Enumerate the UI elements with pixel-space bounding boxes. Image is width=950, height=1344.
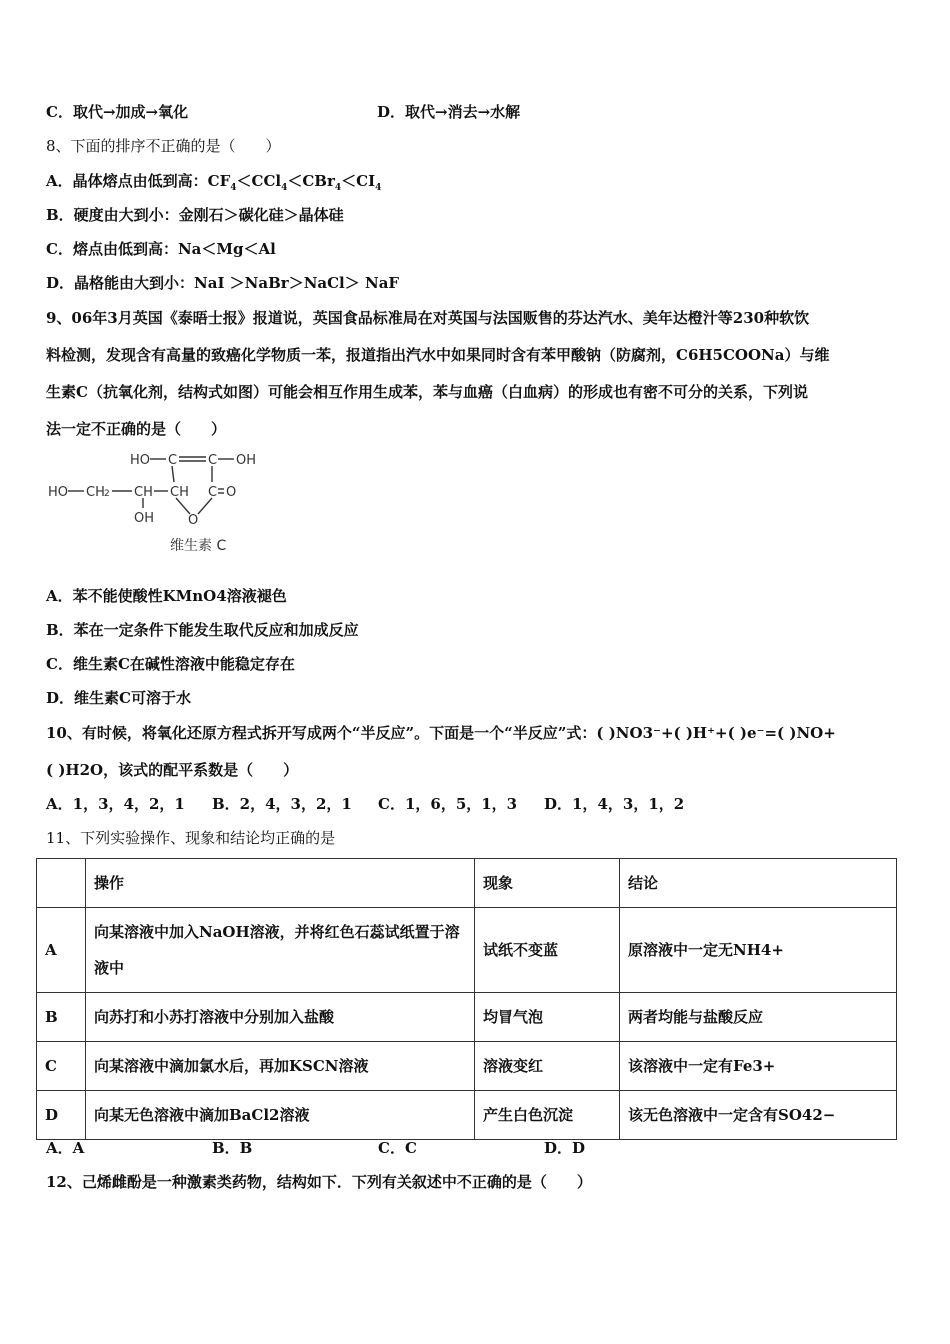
svg-text:C: C (168, 453, 178, 468)
vitamin-c-structure-figure (46, 446, 276, 561)
q10-option-a: A．1，3，4，2，1 (46, 795, 185, 813)
q8-option-d: D．晶格能由大到小：NaI ＞NaBr＞NaCl＞ NaF (46, 274, 400, 292)
svg-text:HO: HO (130, 453, 151, 468)
phenomenon-cell: 产生白色沉淀 (475, 1091, 620, 1140)
operation-cell: 向某溶液中加入NaOH溶液，并将红色石蕊试纸置于溶液中 (86, 908, 475, 993)
row-label: B (37, 993, 86, 1042)
q9-stem-line4: 法一定不正确的是（ ） (46, 420, 227, 438)
row-label: C (37, 1042, 86, 1091)
svg-text:O: O (226, 485, 237, 500)
operation-cell: 向某溶液中滴加氯水后，再加KSCN溶液 (86, 1042, 475, 1091)
q10-option-b: B．2，4，3，2，1 (212, 795, 352, 813)
q11-option-a: A．A (46, 1139, 85, 1157)
table-row (37, 1091, 897, 1140)
svg-text:CH: CH (170, 485, 189, 500)
svg-text:O: O (188, 513, 199, 528)
q9-option-a-text: A．苯不能使酸性KMnO4溶液褪色 (46, 587, 287, 605)
svg-text:HO: HO (48, 485, 69, 500)
q9-stem-line2: 料检测，发现含有高量的致癌化学物质一苯，报道指出汽水中如果同时含有苯甲酸钠（防腐剂，C6H5COONa）与维 (46, 346, 830, 364)
svg-text:C: C (208, 485, 218, 500)
q10-options (46, 794, 684, 814)
row-label: A (37, 908, 86, 993)
q9-option-b: B．苯在一定条件下能发生取代反应和加成反应 (46, 621, 359, 639)
q9-stem-line3: 生素C（抗氧化剂，结构式如图）可能会相互作用生成苯，苯与血癌（白血病）的形成也有密不可分的关系，下列说 (46, 383, 808, 401)
q12-stem: 12、己烯雌酚是一种激素类药物，结构如下．下列有关叙述中不正确的是（ ） (46, 1173, 592, 1191)
table-header-cell: 结论 (620, 859, 897, 908)
q10-stem-line1: 10、有时候，将氧化还原方程式拆开写成两个“半反应”。下面是一个“半反应”式：( )NO3⁻+( )H⁺+( )e⁻=( )NO+ (46, 724, 836, 742)
table-row (37, 993, 897, 1042)
operation-cell: 向某无色溶液中滴加BaCl2溶液 (86, 1091, 475, 1140)
table-row (37, 1042, 897, 1091)
conclusion-cell: 该无色溶液中一定含有SO42− (620, 1091, 897, 1140)
q9-option-d: D．维生素C可溶于水 (46, 689, 191, 707)
q10-option-d: D．1，4，3，1，2 (544, 795, 685, 813)
table-header-cell: 操作 (86, 859, 475, 908)
conclusion-cell: 原溶液中一定无NH4+ (620, 908, 897, 993)
svg-text:CH: CH (86, 485, 105, 500)
experiment-table (36, 858, 897, 1140)
row-label: D (37, 1091, 86, 1140)
svg-text:OH: OH (134, 511, 155, 526)
q8-option-a: A．晶体熔点由低到高：$CF_4<CCl_4<CBr_4<CI_4$ (46, 172, 382, 193)
q11-stem: 11、下列实验操作、现象和结论均正确的是 (46, 829, 336, 847)
q9-option-c: C．维生素C在碱性溶液中能稳定存在 (46, 655, 295, 673)
q10-option-c: C．1，6，5，1，3 (378, 795, 518, 813)
svg-text:C: C (208, 453, 218, 468)
operation-cell: 向苏打和小苏打溶液中分别加入盐酸 (86, 993, 475, 1042)
conclusion-cell: 该溶液中一定有Fe3+ (620, 1042, 897, 1091)
svg-text:OH: OH (236, 453, 257, 468)
q11-option-d: D．D (544, 1139, 586, 1157)
q11-option-c: C．C (378, 1139, 417, 1157)
conclusion-cell: 两者均能与盐酸反应 (620, 993, 897, 1042)
q10-stem-line2: ( )H2O，该式的配平系数是（ ） (46, 761, 299, 779)
q11-options (46, 1138, 585, 1158)
phenomenon-cell: 试纸不变蓝 (475, 908, 620, 993)
q9-stem-line1: 9、06年3月英国《泰晤士报》报道说，英国食品标准局在对英国与法国贩售的芬达汽水、美年达橙汁等230种软饮 (46, 309, 810, 327)
phenomenon-cell: 均冒气泡 (475, 993, 620, 1042)
svg-text:2: 2 (104, 489, 110, 499)
q8-stem: 8、下面的排序不正确的是（ ） (46, 137, 281, 155)
vitamin-c-caption: 维生素 C (170, 538, 227, 554)
q8-option-b: B．硬度由大到小：金刚石＞碳化硅＞晶体硅 (46, 206, 344, 224)
table-header-cell: 现象 (475, 859, 620, 908)
table-row (37, 908, 897, 993)
q7-option-c: C．取代→加成→氧化 (46, 103, 189, 121)
q9-option-a (46, 586, 287, 606)
table-header-row (37, 859, 897, 908)
q8-option-c: C．熔点由低到高：Na＜Mg＜Al (46, 240, 276, 258)
q8-option-a-prefix: A．晶体熔点由低到高：CF (46, 172, 231, 190)
svg-text:CH: CH (134, 485, 153, 500)
phenomenon-cell: 溶液变红 (475, 1042, 620, 1091)
q11-option-b: B．B (212, 1139, 253, 1157)
q7-option-d: D．取代→消去→水解 (377, 103, 521, 121)
table-header-cell (37, 859, 86, 908)
